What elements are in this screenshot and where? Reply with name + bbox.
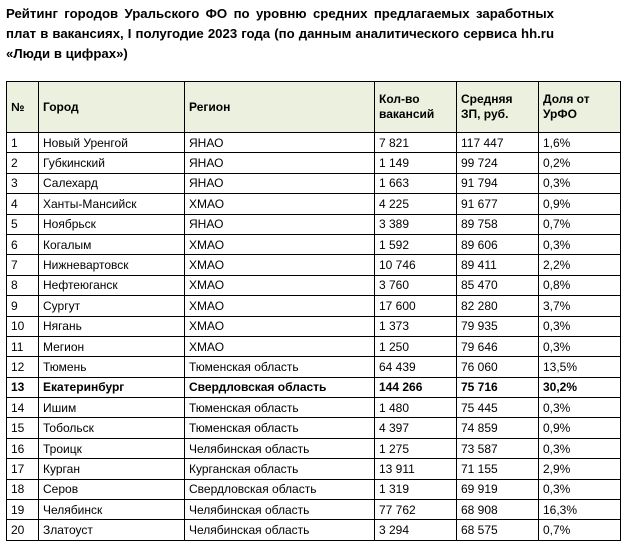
cell-share: 0,3% (539, 438, 621, 458)
cell-share: 0,7% (539, 520, 621, 540)
cell-region: ЯНАО (185, 153, 375, 173)
cell-city: Тобольск (39, 418, 185, 438)
cell-city: Мегион (39, 336, 185, 356)
cell-vacancies: 144 266 (375, 377, 457, 397)
cell-vacancies: 64 439 (375, 357, 457, 377)
cell-rank: 18 (7, 479, 39, 499)
cell-vacancies: 3 389 (375, 214, 457, 234)
cell-share: 0,3% (539, 234, 621, 254)
cell-region: Челябинская область (185, 438, 375, 458)
cell-region: Тюменская область (185, 418, 375, 438)
cell-city: Троицк (39, 438, 185, 458)
cell-salary: 79 646 (457, 336, 539, 356)
cell-city: Курган (39, 459, 185, 479)
table-row (7, 234, 621, 254)
cell-rank: 6 (7, 234, 39, 254)
cell-region: ХМАО (185, 194, 375, 214)
cell-city: Ноябрьск (39, 214, 185, 234)
cell-region: Курганская область (185, 459, 375, 479)
table-row (7, 336, 621, 356)
city-rating-table (6, 81, 621, 541)
cell-share: 0,9% (539, 418, 621, 438)
header-share: Доля от УрФО (539, 82, 621, 133)
table-row (7, 153, 621, 173)
table-row (7, 255, 621, 275)
cell-salary: 89 411 (457, 255, 539, 275)
cell-salary: 69 919 (457, 479, 539, 499)
cell-salary: 79 935 (457, 316, 539, 336)
cell-vacancies: 1 319 (375, 479, 457, 499)
cell-city: Сургут (39, 296, 185, 316)
table-row (7, 398, 621, 418)
cell-vacancies: 10 746 (375, 255, 457, 275)
cell-rank: 1 (7, 133, 39, 153)
cell-salary: 75 445 (457, 398, 539, 418)
cell-city: Ханты-Мансийск (39, 194, 185, 214)
cell-rank: 9 (7, 296, 39, 316)
cell-rank: 8 (7, 275, 39, 295)
cell-salary: 91 677 (457, 194, 539, 214)
table-row (7, 194, 621, 214)
cell-share: 0,2% (539, 153, 621, 173)
cell-rank: 19 (7, 500, 39, 520)
cell-city: Тюмень (39, 357, 185, 377)
table-body (7, 133, 621, 541)
header-region: Регион (185, 82, 375, 133)
header-city: Город (39, 82, 185, 133)
cell-vacancies: 7 821 (375, 133, 457, 153)
cell-rank: 17 (7, 459, 39, 479)
cell-share: 0,8% (539, 275, 621, 295)
cell-city: Нефтеюганск (39, 275, 185, 295)
table-row (7, 377, 621, 397)
header-rank: № (7, 82, 39, 133)
cell-rank: 5 (7, 214, 39, 234)
cell-rank: 16 (7, 438, 39, 458)
cell-city: Нижневартовск (39, 255, 185, 275)
table-row (7, 500, 621, 520)
table-row (7, 418, 621, 438)
table-row (7, 214, 621, 234)
table-row (7, 520, 621, 540)
cell-share: 1,6% (539, 133, 621, 153)
cell-salary: 76 060 (457, 357, 539, 377)
header-vacancies: Кол-во вакансий (375, 82, 457, 133)
document-title: Рейтинг городов Уральского ФО по уровню средних предлагаемых заработных плат в вакансиях, I полугодие 2023 года (по данным аналитического сервиса hh.ru «Люди в цифрах») (6, 6, 554, 61)
cell-city: Серов (39, 479, 185, 499)
cell-vacancies: 17 600 (375, 296, 457, 316)
cell-vacancies: 3 760 (375, 275, 457, 295)
cell-salary: 91 794 (457, 173, 539, 193)
cell-salary: 99 724 (457, 153, 539, 173)
cell-vacancies: 3 294 (375, 520, 457, 540)
cell-share: 30,2% (539, 377, 621, 397)
cell-salary: 74 859 (457, 418, 539, 438)
cell-region: ХМАО (185, 255, 375, 275)
cell-share: 0,3% (539, 479, 621, 499)
cell-rank: 13 (7, 377, 39, 397)
cell-rank: 20 (7, 520, 39, 540)
cell-share: 2,2% (539, 255, 621, 275)
table-row (7, 357, 621, 377)
cell-share: 0,3% (539, 173, 621, 193)
cell-salary: 73 587 (457, 438, 539, 458)
cell-rank: 11 (7, 336, 39, 356)
cell-share: 0,9% (539, 194, 621, 214)
cell-salary: 89 758 (457, 214, 539, 234)
cell-vacancies: 13 911 (375, 459, 457, 479)
cell-rank: 14 (7, 398, 39, 418)
cell-vacancies: 1 663 (375, 173, 457, 193)
cell-city: Салехард (39, 173, 185, 193)
cell-city: Новый Уренгой (39, 133, 185, 153)
cell-share: 2,9% (539, 459, 621, 479)
cell-vacancies: 4 397 (375, 418, 457, 438)
table-row (7, 316, 621, 336)
table-row (7, 479, 621, 499)
cell-city: Екатеринбург (39, 377, 185, 397)
table-row (7, 459, 621, 479)
cell-city: Челябинск (39, 500, 185, 520)
cell-salary: 68 908 (457, 500, 539, 520)
cell-vacancies: 1 149 (375, 153, 457, 173)
cell-vacancies: 1 373 (375, 316, 457, 336)
cell-vacancies: 77 762 (375, 500, 457, 520)
cell-city: Нягань (39, 316, 185, 336)
cell-vacancies: 1 250 (375, 336, 457, 356)
cell-salary: 85 470 (457, 275, 539, 295)
table-row (7, 173, 621, 193)
cell-vacancies: 1 275 (375, 438, 457, 458)
cell-region: ХМАО (185, 336, 375, 356)
cell-salary: 82 280 (457, 296, 539, 316)
cell-rank: 10 (7, 316, 39, 336)
cell-region: ЯНАО (185, 214, 375, 234)
cell-region: ХМАО (185, 275, 375, 295)
cell-rank: 7 (7, 255, 39, 275)
cell-city: Ишим (39, 398, 185, 418)
cell-rank: 15 (7, 418, 39, 438)
cell-vacancies: 4 225 (375, 194, 457, 214)
table-row (7, 133, 621, 153)
cell-rank: 4 (7, 194, 39, 214)
cell-vacancies: 1 592 (375, 234, 457, 254)
cell-region: ЯНАО (185, 133, 375, 153)
cell-region: Челябинская область (185, 520, 375, 540)
header-row (7, 82, 621, 133)
cell-region: Челябинская область (185, 500, 375, 520)
cell-salary: 117 447 (457, 133, 539, 153)
cell-share: 0,7% (539, 214, 621, 234)
cell-share: 0,3% (539, 316, 621, 336)
cell-region: Тюменская область (185, 357, 375, 377)
cell-city: Губкинский (39, 153, 185, 173)
table-row (7, 438, 621, 458)
cell-salary: 89 606 (457, 234, 539, 254)
cell-city: Когалым (39, 234, 185, 254)
cell-region: ХМАО (185, 316, 375, 336)
cell-region: ЯНАО (185, 173, 375, 193)
cell-share: 0,3% (539, 336, 621, 356)
cell-rank: 12 (7, 357, 39, 377)
cell-region: Тюменская область (185, 398, 375, 418)
cell-salary: 71 155 (457, 459, 539, 479)
cell-region: ХМАО (185, 234, 375, 254)
cell-rank: 2 (7, 153, 39, 173)
cell-vacancies: 1 480 (375, 398, 457, 418)
cell-share: 3,7% (539, 296, 621, 316)
cell-share: 13,5% (539, 357, 621, 377)
table-row (7, 296, 621, 316)
table-header (7, 82, 621, 133)
cell-share: 16,3% (539, 500, 621, 520)
cell-region: ХМАО (185, 296, 375, 316)
cell-city: Златоуст (39, 520, 185, 540)
table-row (7, 275, 621, 295)
cell-salary: 75 716 (457, 377, 539, 397)
cell-salary: 68 575 (457, 520, 539, 540)
cell-region: Свердловская область (185, 479, 375, 499)
header-salary: Средняя ЗП, руб. (457, 82, 539, 133)
cell-region: Свердловская область (185, 377, 375, 397)
cell-share: 0,3% (539, 398, 621, 418)
cell-rank: 3 (7, 173, 39, 193)
